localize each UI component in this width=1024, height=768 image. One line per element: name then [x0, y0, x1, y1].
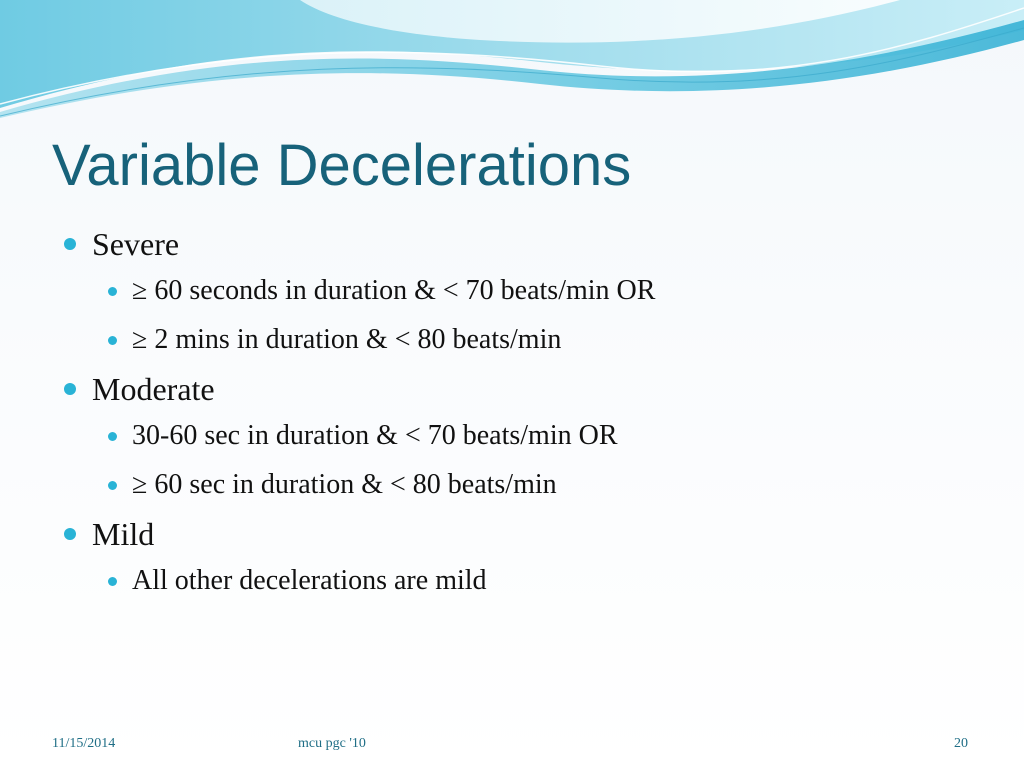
sub-list — [92, 419, 1000, 502]
sub-list — [92, 564, 1000, 598]
item-text: All other decelerations are mild — [132, 565, 487, 596]
page-number: 20 — [954, 736, 968, 751]
bullet-dot-icon — [108, 432, 117, 441]
bullet-list — [60, 224, 1000, 598]
header-wave-graphic — [0, 0, 1024, 130]
footer-date: 11/15/2014 — [52, 736, 116, 751]
list-item — [92, 564, 1000, 598]
list-item-moderate — [60, 369, 1000, 502]
item-text: 30-60 sec in duration & < 70 beats/min OR — [132, 420, 618, 451]
section-label: Mild — [92, 516, 155, 552]
sub-list — [92, 274, 1000, 357]
bullet-dot-icon — [64, 528, 76, 540]
list-item — [92, 419, 1000, 453]
item-text: ≥ 2 mins in duration & < 80 beats/min — [132, 324, 562, 355]
list-item — [92, 468, 1000, 502]
item-text: ≥ 60 seconds in duration & < 70 beats/min OR — [132, 275, 656, 306]
list-item — [92, 274, 1000, 308]
bullet-dot-icon — [64, 383, 76, 395]
bullet-dot-icon — [108, 336, 117, 345]
list-item — [92, 323, 1000, 357]
list-item-mild — [60, 514, 1000, 598]
bullet-dot-icon — [108, 287, 117, 296]
list-item-severe — [60, 224, 1000, 357]
slide-title: Variable Decelerations — [52, 133, 632, 198]
bullet-dot-icon — [108, 577, 117, 586]
bullet-dot-icon — [64, 238, 76, 250]
footer-text: mcu pgc '10 — [298, 736, 366, 751]
section-label: Moderate — [92, 371, 215, 407]
section-label: Severe — [92, 226, 180, 262]
item-text: ≥ 60 sec in duration & < 80 beats/min — [132, 469, 557, 500]
bullet-dot-icon — [108, 481, 117, 490]
